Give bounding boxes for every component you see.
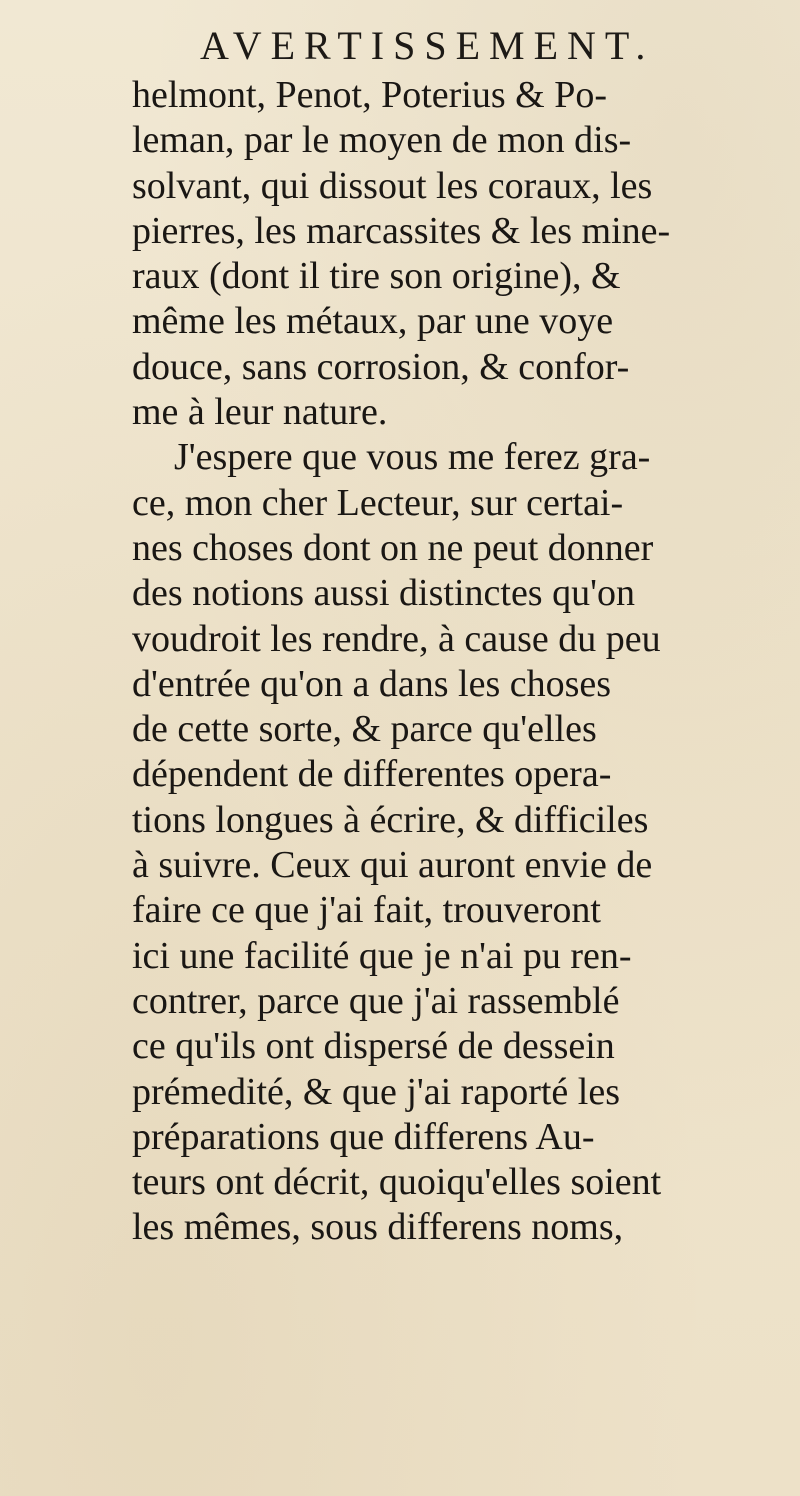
text-line: dépendent de differentes opera- [132, 753, 612, 796]
text-line: tions longues à écrire, & difficiles [132, 798, 649, 841]
running-header: AVERTISSEMENT. [200, 23, 655, 68]
text-line: raux (dont il tire son origine), & [132, 255, 621, 298]
text-line: me à leur nature. [132, 391, 388, 434]
text-line: contrer, parce que j'ai rassemblé [132, 979, 620, 1022]
text-line: ce qu'ils ont dispersé de dessein [132, 1025, 615, 1068]
body-text [132, 73, 772, 1251]
text-line: solvant, qui dissout les coraux, les [132, 164, 653, 207]
text-line: douce, sans corrosion, & confor- [132, 345, 630, 388]
text-line: prémedité, & que j'ai raporté les [132, 1070, 620, 1113]
text-line: faire ce que j'ai fait, trouveront [132, 889, 601, 932]
text-line: des notions aussi distinctes qu'on [132, 572, 635, 615]
text-line: de cette sorte, & parce qu'elles [132, 708, 597, 751]
text-line: les mêmes, sous differens noms, [132, 1206, 624, 1249]
text-line: leman, par le moyen de mon dis- [132, 119, 632, 162]
text-line: à suivre. Ceux qui auront envie de [132, 844, 653, 887]
text-line: d'entrée qu'on a dans les choses [132, 662, 612, 705]
text-line: helmont, Penot, Poterius & Po- [132, 74, 607, 116]
text-line: pierres, les marcassites & les mine- [132, 209, 671, 252]
text-line: ici une facilité que je n'ai pu ren- [132, 934, 632, 977]
text-line: teurs ont décrit, quoiqu'elles soient [132, 1161, 662, 1204]
text-line: ce, mon cher Lecteur, sur certai- [132, 481, 624, 524]
text-line: voudroit les rendre, à cause du peu [132, 617, 661, 660]
text-line: même les métaux, par une voye [132, 300, 614, 343]
text-line: nes choses dont on ne peut donner [132, 526, 654, 569]
text-line: préparations que differens Au- [132, 1115, 595, 1158]
paragraph-start-line: J'espere que vous me ferez gra- [174, 436, 651, 479]
